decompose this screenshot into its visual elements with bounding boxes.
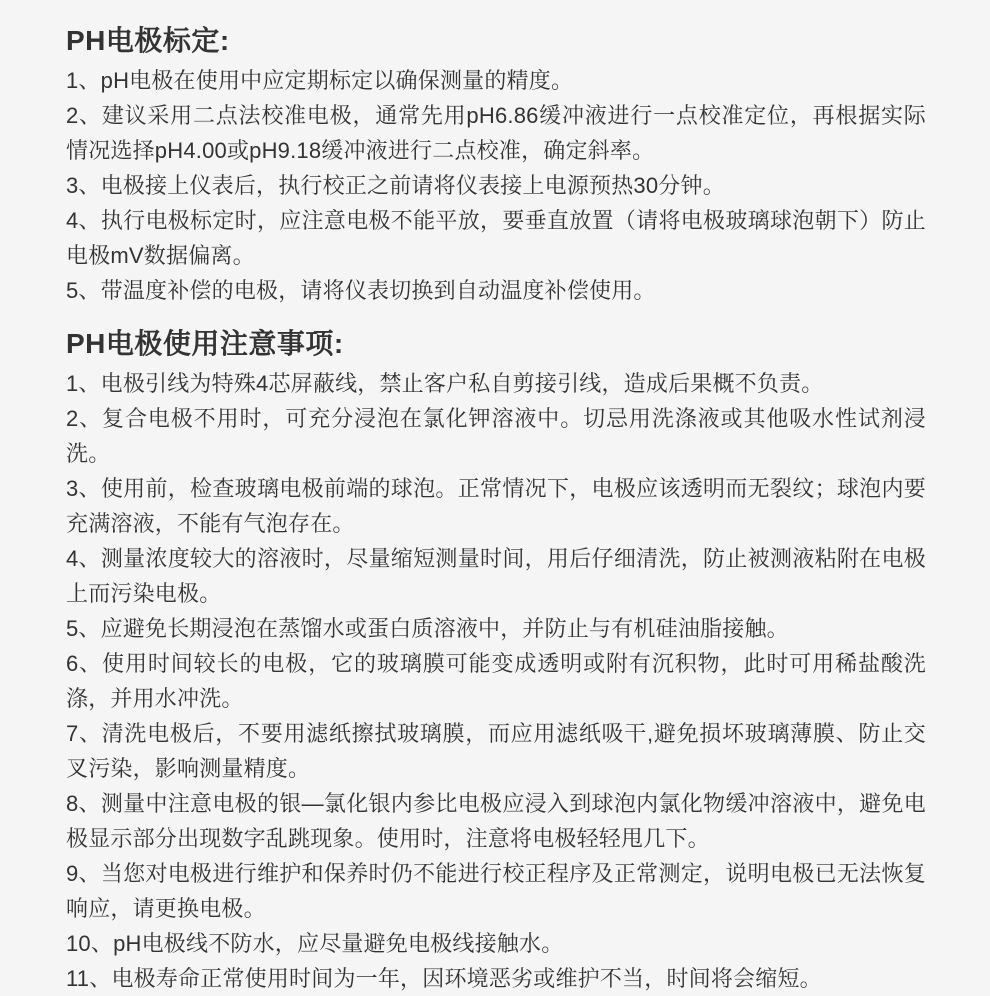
list-item: 1、电极引线为特殊4芯屏蔽线，禁止客户私自剪接引线，造成后果概不负责。 [66,371,824,396]
list-item: 4、测量浓度较大的溶液时，尽量缩短测量时间，用后仔细清洗，防止被测液粘附在电极上而污染电极。 [66,546,926,606]
list-item: 9、当您对电极进行维护和保养时仍不能进行校正程序及正常测定，说明电极已无法恢复响应，请更换电极。 [66,861,926,921]
list-item: 5、带温度补偿的电极，请将仪表切换到自动温度补偿使用。 [66,278,656,303]
list-item: 2、复合电极不用时，可充分浸泡在氯化钾溶液中。切忌用洗涤液或其他吸水性试剂浸洗。 [66,406,926,466]
list-item: 4、执行电极标定时，应注意电极不能平放，要垂直放置（请将电极玻璃球泡朝下）防止电极mV数据偏离。 [66,208,926,268]
section-title-precautions: PH电极使用注意事项: [66,328,344,359]
list-item: 7、清洗电极后，不要用滤纸擦拭玻璃膜，而应用滤纸吸干,避免损坏玻璃薄膜、防止交叉污染，影响测量精度。 [66,721,926,781]
list-item: 8、测量中注意电极的银—氯化银内参比电极应浸入到球泡内氯化物缓冲溶液中，避免电极显示部分出现数字乱跳现象。使用时，注意将电极轻轻甩几下。 [66,791,926,851]
list-item: 11、电极寿命正常使用时间为一年，因环境恶劣或维护不当，时间将会缩短。 [66,966,822,991]
section-calibration [66,22,926,308]
list-item: 5、应避免长期浸泡在蒸馏水或蛋白质溶液中，并防止与有机硅油脂接触。 [66,616,789,641]
list-item: 3、电极接上仪表后，执行校正之前请将仪表接上电源预热30分钟。 [66,173,725,198]
list-item: 2、建议采用二点法校准电极，通常先用pH6.86缓冲液进行一点校准定位，再根据实际情况选择pH4.00或pH9.18缓冲液进行二点校准，确定斜率。 [66,103,926,163]
list-item: 6、使用时间较长的电极，它的玻璃膜可能变成透明或附有沉积物，此时可用稀盐酸洗涤，并用水冲洗。 [66,651,926,711]
list-item: 10、pH电极线不防水，应尽量避免电极线接触水。 [66,931,564,956]
list-item: 3、使用前，检查玻璃电极前端的球泡。正常情况下，电极应该透明而无裂纹；球泡内要充满溶液，不能有气泡存在。 [66,476,926,536]
list-item: 1、pH电极在使用中应定期标定以确保测量的精度。 [66,68,574,93]
section-usage-precautions [66,325,926,996]
section-title-calibration: PH电极标定: [66,25,230,56]
